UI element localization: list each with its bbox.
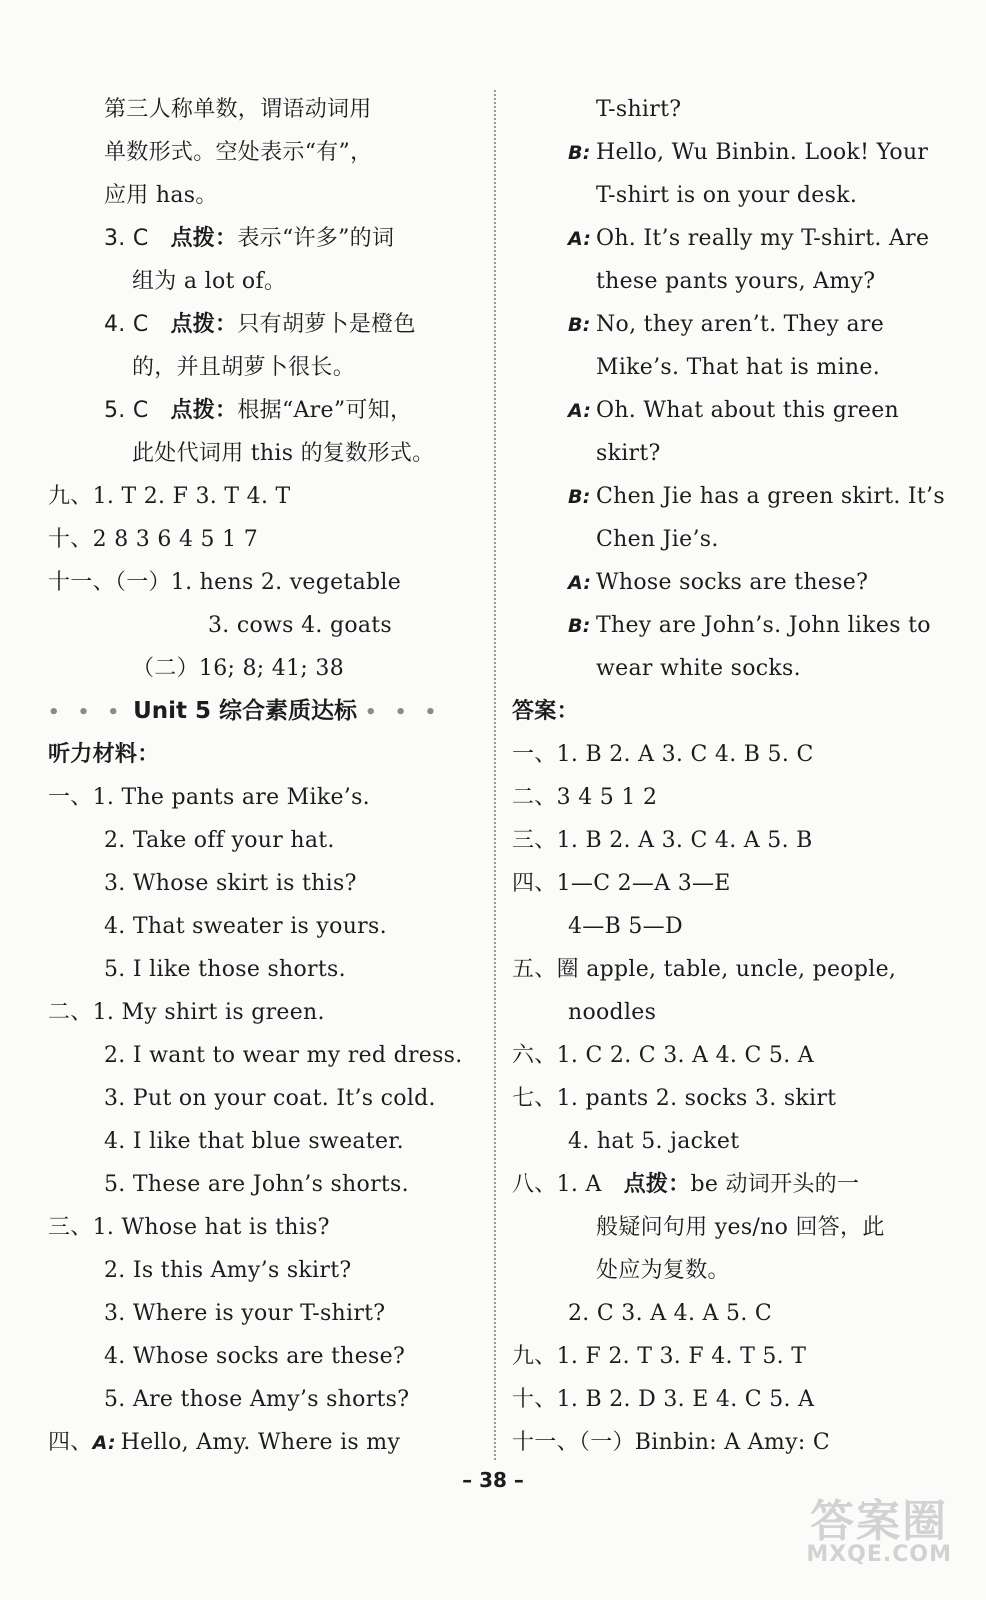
watermark-url: MXQE.COM (806, 1542, 952, 1567)
speaker-label: B: (568, 142, 591, 164)
answer-row: 十一、（一）Binbin: A Amy: C (512, 1430, 830, 1455)
text-line: 处应为复数。 (596, 1258, 730, 1283)
dialogue-text: these pants yours, Amy? (596, 269, 876, 294)
left-column (48, 88, 478, 1464)
heading-dots: • • • (365, 702, 443, 723)
answer-row: 三、1. B 2. A 3. C 4. A 5. B (512, 828, 813, 853)
dialogue-text: No, they aren’t. They are (596, 312, 885, 337)
answer-item-5 (48, 389, 478, 432)
speaker-label: B: (568, 615, 591, 637)
hint-tag: 点拨： (170, 226, 238, 251)
text-line: 应用 has。 (104, 183, 218, 208)
answer-row: noodles (568, 1000, 657, 1025)
dialogue-text: wear white socks. (596, 656, 801, 681)
watermark-text: 答案圈 (810, 1496, 949, 1547)
listen-item: 4. That sweater is yours. (104, 914, 387, 939)
listen-item: 3. Where is your T-shirt? (104, 1301, 386, 1326)
watermark-logo (806, 1496, 952, 1567)
speaker-label: A: (92, 1432, 116, 1454)
dialogue-text: Whose socks are these? (596, 570, 869, 595)
dialogue-text: skirt? (596, 441, 661, 466)
dialogue-line (512, 475, 952, 518)
dialogue-text: T-shirt is on your desk. (596, 183, 858, 208)
answer-row: 七、1. pants 2. socks 3. skirt (512, 1086, 837, 1111)
listen-item: 5. These are John’s shorts. (104, 1172, 409, 1197)
speaker-label: A: (568, 228, 592, 250)
answer-number: 4. C (104, 312, 149, 337)
hint-text: 根据“Are”可知， (237, 398, 413, 423)
dialogue-text: Oh. It’s really my T-shirt. Are (596, 226, 930, 251)
dialogue-text: Oh. What about this green (596, 398, 900, 423)
dialogue-text: Chen Jie’s. (596, 527, 719, 552)
answer-row: 4. hat 5. jacket (568, 1129, 740, 1154)
listen-item: 2. Is this Amy’s skirt? (104, 1258, 352, 1283)
text-line: 3. cows 4. goats (208, 613, 393, 638)
answer-row: 十、1. B 2. D 3. E 4. C 5. A (512, 1387, 815, 1412)
dialogue-text: Chen Jie has a green skirt. It’s (596, 484, 945, 509)
listening-label: 听力材料： (48, 741, 160, 767)
dialogue-line (512, 217, 952, 260)
hint-text: 只有胡萝卜是橙色 (237, 312, 416, 337)
answer-row: 二、3 4 5 1 2 (512, 785, 658, 810)
listen-item: 二、1. My shirt is green. (48, 1000, 325, 1025)
section-ten: 十、2 8 3 6 4 5 1 7 (48, 527, 259, 552)
dialogue-line (512, 131, 952, 174)
right-column (512, 88, 952, 1464)
hint-tag: 点拨： (170, 398, 238, 423)
listen-item: 三、1. Whose hat is this? (48, 1215, 330, 1240)
dialogue-text: Mike’s. That hat is mine. (596, 355, 880, 380)
unit-title: Unit 5 综合素质达标 (133, 698, 358, 724)
listen-item: 5. I like those shorts. (104, 957, 346, 982)
hint-tag: 点拨： (623, 1172, 691, 1197)
listen-item: 2. I want to wear my red dress. (104, 1043, 463, 1068)
listen-item: 4. I like that blue sweater. (104, 1129, 404, 1154)
dialogue-text: Hello, Amy. Where is my (120, 1430, 401, 1455)
speaker-label: B: (568, 486, 591, 508)
listen-item: 3. Put on your coat. It’s cold. (104, 1086, 436, 1111)
listen-item: 2. Take off your hat. (104, 828, 335, 853)
dialogue-text: They are John’s. John likes to (596, 613, 931, 638)
answer-row: 六、1. C 2. C 3. A 4. C 5. A (512, 1043, 814, 1068)
answer-row: 4—B 5—D (568, 914, 683, 939)
text-line: 般疑问句用 yes/no 回答，此 (596, 1215, 885, 1240)
answer-row (512, 1163, 952, 1206)
section-nine: 九、1. T 2. F 3. T 4. T (48, 484, 291, 509)
unit-heading (48, 690, 478, 733)
dialogue-line (512, 389, 952, 432)
listen-item: 一、1. The pants are Mike’s. (48, 785, 370, 810)
listen-item: 5. Are those Amy’s shorts? (104, 1387, 410, 1412)
answers-label: 答案： (512, 698, 579, 724)
text-line: （二）16; 8; 41; 38 (132, 656, 344, 681)
dialogue-text: T-shirt? (596, 97, 682, 122)
answer-number: 5. C (104, 398, 149, 423)
dialogue-line (512, 561, 952, 604)
text-line: 的，并且胡萝卜很长。 (132, 355, 356, 380)
answer-item-4 (48, 303, 478, 346)
speaker-label: A: (568, 400, 592, 422)
heading-dots: • • • (48, 702, 126, 723)
answer-item-3 (48, 217, 478, 260)
listen-item: 3. Whose skirt is this? (104, 871, 357, 896)
column-divider (494, 90, 496, 1460)
answer-number: 八、1. A (512, 1172, 602, 1197)
section-prefix: 四、 (48, 1430, 93, 1455)
text-line: 单数形式。空处表示“有”， (104, 140, 373, 165)
answer-number: 3. C (104, 226, 149, 251)
text-line: 组为 a lot of。 (132, 269, 287, 294)
text-line: 第三人称单数，谓语动词用 (104, 97, 372, 122)
dialogue-start (48, 1421, 478, 1464)
section-eleven: 十一、（一）1. hens 2. vegetable (48, 570, 402, 595)
hint-tag: 点拨： (170, 312, 238, 337)
speaker-label: B: (568, 314, 591, 336)
dialogue-line (512, 303, 952, 346)
answer-row: 2. C 3. A 4. A 5. C (568, 1301, 773, 1326)
answer-row: 四、1—C 2—A 3—E (512, 871, 731, 896)
speaker-label: A: (568, 572, 592, 594)
listen-item: 4. Whose socks are these? (104, 1344, 406, 1369)
page-number: – 38 – (462, 1468, 524, 1492)
text-line: 此处代词用 this 的复数形式。 (132, 441, 435, 466)
hint-text: 表示“许多”的词 (237, 226, 395, 251)
dialogue-line (512, 604, 952, 647)
answer-row: 九、1. F 2. T 3. F 4. T 5. T (512, 1344, 807, 1369)
answer-row: 五、圈 apple, table, uncle, people, (512, 957, 897, 982)
hint-text: be 动词开头的一 (690, 1172, 860, 1197)
answer-row: 一、1. B 2. A 3. C 4. B 5. C (512, 742, 814, 767)
dialogue-text: Hello, Wu Binbin. Look! Your (596, 140, 929, 165)
